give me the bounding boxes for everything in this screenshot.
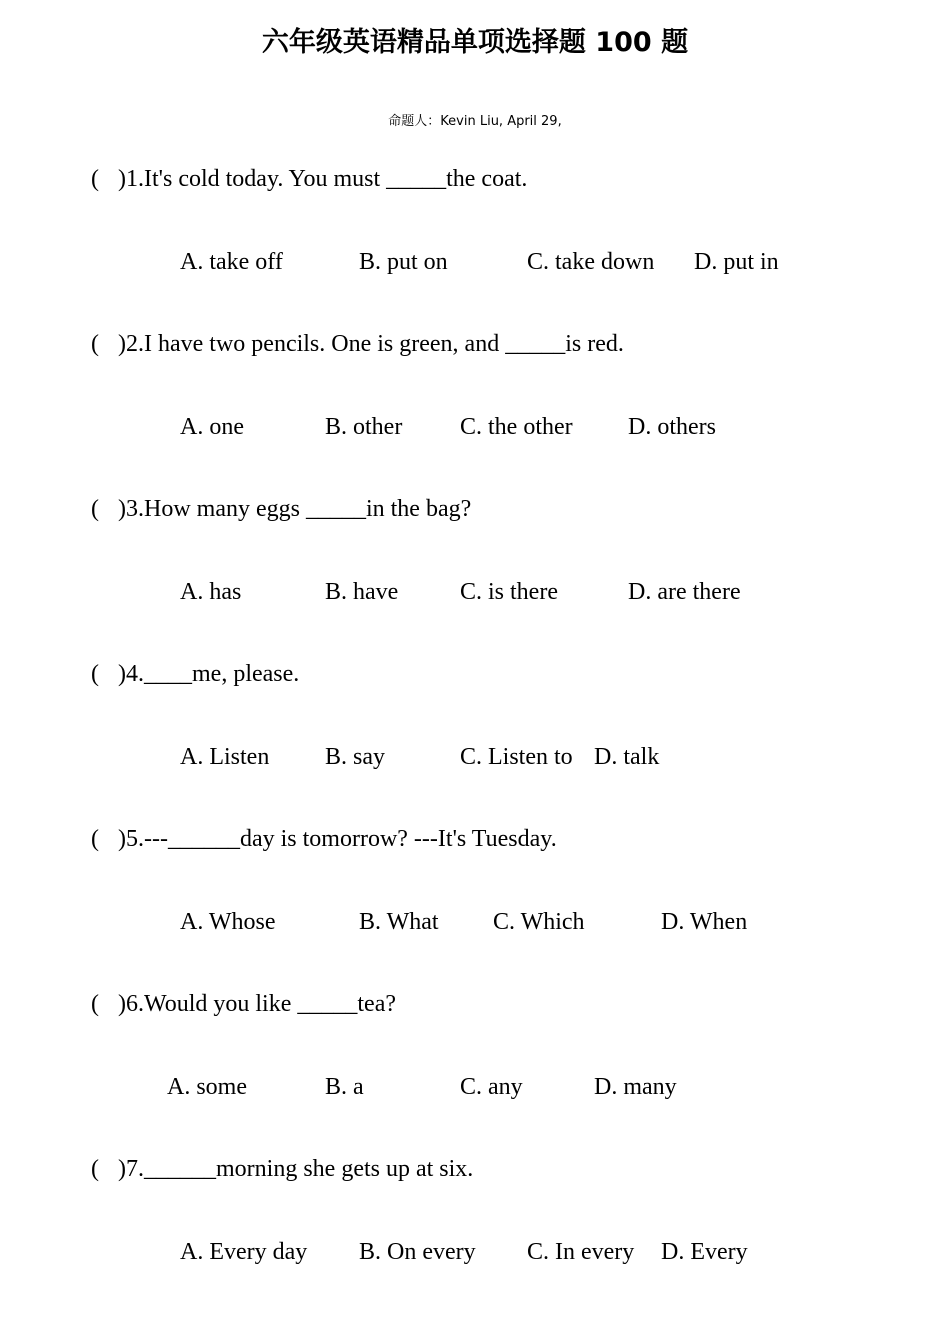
option-a: A. Every day	[180, 1239, 308, 1265]
question-2	[0, 330, 950, 470]
option-c: C. Which	[493, 909, 585, 935]
question-3	[0, 495, 950, 635]
option-c: C. is there	[460, 579, 558, 605]
option-a: A. has	[180, 579, 242, 605]
option-d: D. When	[661, 909, 748, 935]
answer-paren: (	[91, 496, 99, 522]
option-b: B. have	[325, 579, 399, 605]
option-a: A. Whose	[180, 909, 276, 935]
answer-paren: (	[91, 1156, 99, 1182]
option-b: B. a	[325, 1074, 364, 1100]
option-d: D. others	[628, 414, 716, 440]
question-6	[0, 990, 950, 1130]
option-d: D. put in	[694, 249, 779, 275]
question-4	[0, 660, 950, 800]
question-text: )1.It's cold today. You must _____the coat.	[118, 166, 528, 192]
option-a: A. take off	[180, 249, 283, 275]
option-a: A. Listen	[180, 744, 270, 770]
option-b: B. put on	[359, 249, 448, 275]
author-line: 命题人：Kevin Liu, April 29,	[388, 114, 562, 129]
question-text: )2.I have two pencils. One is green, and _____is red.	[118, 331, 624, 357]
option-c: C. any	[460, 1074, 523, 1100]
option-c: C. the other	[460, 414, 573, 440]
question-7	[0, 1155, 950, 1295]
option-d: D. talk	[594, 744, 660, 770]
answer-paren: (	[91, 826, 99, 852]
option-b: B. What	[359, 909, 439, 935]
answer-paren: (	[91, 331, 99, 357]
option-b: B. other	[325, 414, 403, 440]
option-b: B. On every	[359, 1239, 476, 1265]
question-text: )6.Would you like _____tea?	[118, 991, 397, 1017]
question-text: )4.____me, please.	[118, 661, 300, 687]
question-text: )5.---______day is tomorrow? ---It's Tuesday.	[118, 826, 557, 852]
option-c: C. In every	[527, 1239, 635, 1265]
option-c: C. take down	[527, 249, 655, 275]
option-a: A. one	[180, 414, 244, 440]
answer-paren: (	[91, 991, 99, 1017]
option-b: B. say	[325, 744, 385, 770]
option-a: A. some	[167, 1074, 247, 1100]
option-d: D. many	[594, 1074, 677, 1100]
page-title: 六年级英语精品单项选择题 100 题	[261, 27, 689, 58]
answer-paren: (	[91, 166, 99, 192]
answer-paren: (	[91, 661, 99, 687]
question-1	[0, 165, 950, 305]
option-d: D. Every	[661, 1239, 748, 1265]
option-c: C. Listen to	[460, 744, 573, 770]
question-text: )3.How many eggs _____in the bag?	[118, 496, 472, 522]
question-text: )7.______morning she gets up at six.	[118, 1156, 474, 1182]
question-5	[0, 825, 950, 965]
option-d: D. are there	[628, 579, 741, 605]
